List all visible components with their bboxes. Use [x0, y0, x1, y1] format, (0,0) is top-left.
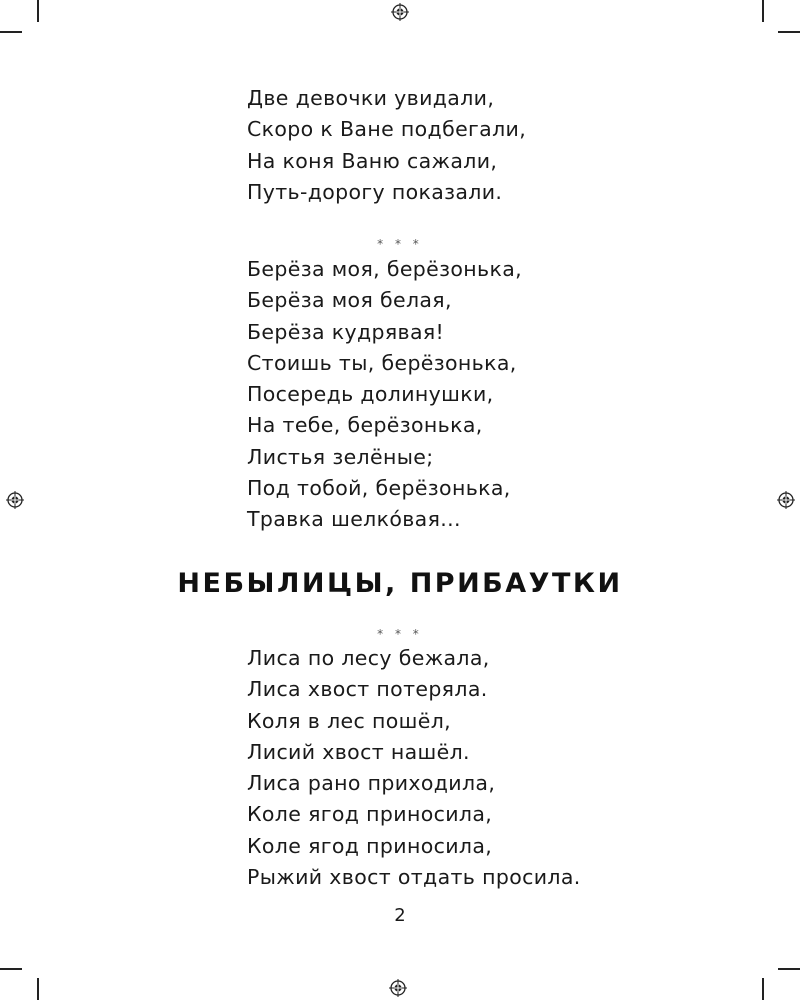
verse-line: Берёза моя белая,	[247, 288, 452, 313]
crop-mark-bottom-left-vertical	[37, 978, 39, 1000]
verse-line: Лиса хвост потеряла.	[247, 677, 488, 702]
crop-mark-bottom-left-horizontal	[0, 968, 22, 970]
verse-line: Берёза моя, берёзонька,	[247, 257, 522, 281]
crop-mark-top-left-horizontal	[0, 31, 22, 33]
section-heading: НЕБЫЛИЦЫ, ПРИБАУТКИ	[177, 568, 623, 599]
verse-line: Рыжий хвост отдать просила.	[247, 865, 581, 890]
registration-mark-right-icon	[777, 491, 795, 509]
verse-line: Две девочки увидали,	[247, 86, 495, 110]
crop-mark-top-right-vertical	[762, 0, 764, 22]
verse-line: Коле ягод приносила,	[247, 833, 493, 858]
verse-line: На тебе, берёзонька,	[247, 413, 483, 438]
verse-line: Лисий хвост нашёл.	[247, 739, 470, 764]
verse-line: Путь-дорогу показали.	[247, 179, 503, 204]
verse-line: На коня Ваню сажали,	[247, 148, 498, 173]
verse-line: Скоро к Ване подбегали,	[247, 117, 527, 142]
verse-line: Лиса по лесу бежала,	[247, 646, 490, 670]
stanza-2	[247, 254, 522, 536]
crop-mark-bottom-right-vertical	[762, 978, 764, 1000]
verse-line: Лиса рано приходила,	[247, 771, 496, 796]
stanza-1	[247, 83, 526, 208]
verse-line: Под тобой, берёзонька,	[247, 476, 511, 501]
registration-mark-top-icon	[391, 3, 409, 21]
verse-line: Берёза кудрявая!	[247, 319, 445, 344]
stanza-separator: * * *	[377, 237, 423, 251]
stanza-separator: * * *	[377, 627, 423, 641]
verse-line: Стоишь ты, берёзонька,	[247, 350, 517, 375]
verse-line: Листья зелёные;	[247, 444, 434, 469]
registration-mark-left-icon	[6, 491, 24, 509]
crop-mark-top-right-horizontal	[778, 31, 800, 33]
page-number: 2	[394, 905, 406, 926]
stanza-3	[247, 643, 581, 893]
crop-mark-bottom-right-horizontal	[778, 968, 800, 970]
crop-mark-top-left-vertical	[37, 0, 39, 22]
verse-line: Посередь долинушки,	[247, 382, 494, 407]
verse-line: Травка шелко́вая...	[247, 507, 461, 532]
verse-line: Коле ягод приносила,	[247, 802, 493, 827]
verse-line: Коля в лес пошёл,	[247, 708, 452, 733]
registration-mark-bottom-icon	[389, 979, 407, 997]
